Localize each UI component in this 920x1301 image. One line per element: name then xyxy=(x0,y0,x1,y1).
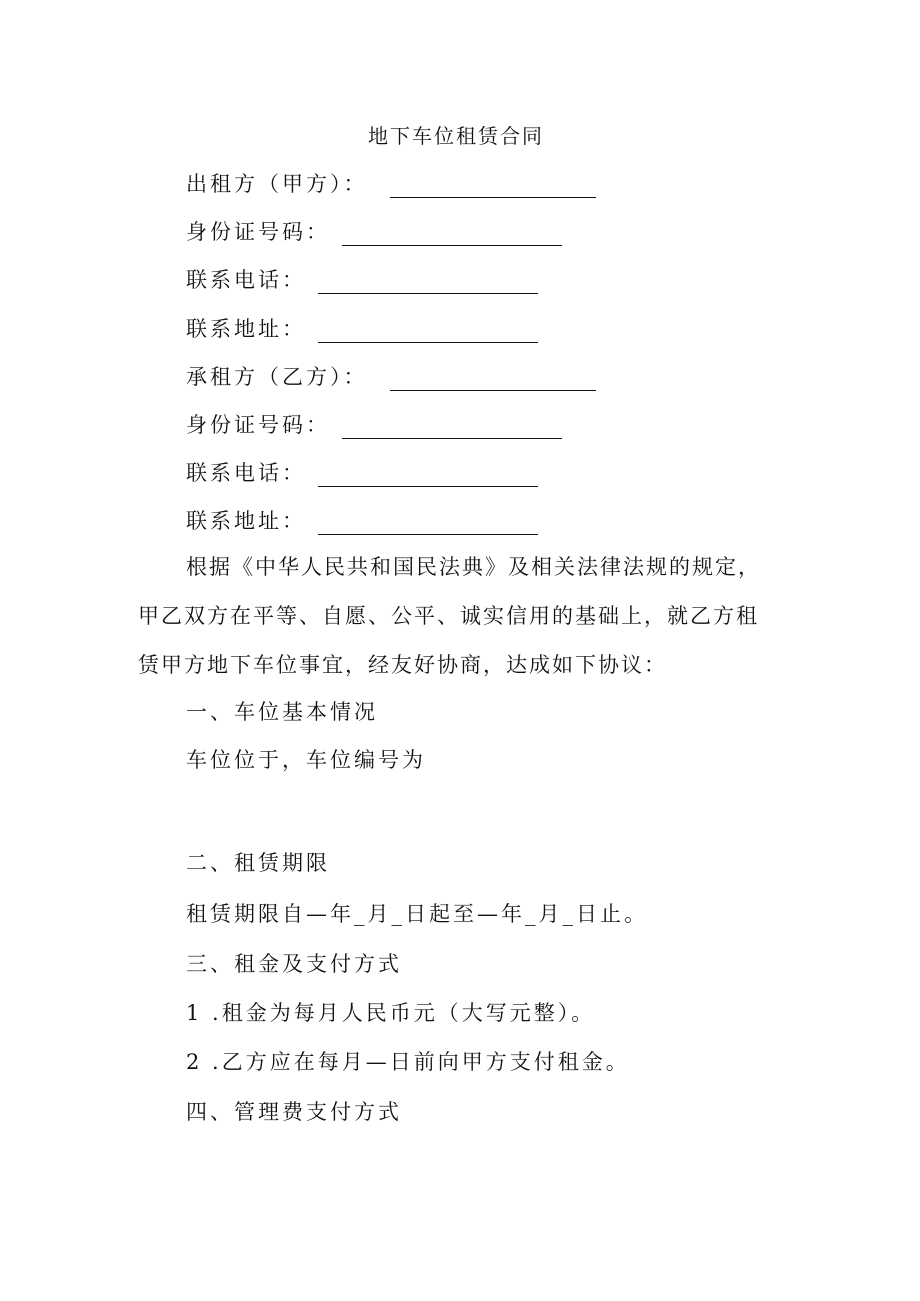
lessor-name-blank[interactable] xyxy=(390,175,596,198)
lessee-address-row xyxy=(186,507,538,535)
lessee-phone-blank[interactable] xyxy=(318,464,538,487)
lessee-id-row xyxy=(186,411,562,439)
section-3-item-1: 1 .租金为每月人民币元（大写元整）。 xyxy=(186,1001,596,1025)
lessor-phone-label: 联系电话： xyxy=(186,268,306,292)
lessee-id-blank[interactable] xyxy=(342,416,562,439)
lessor-id-label: 身份证号码： xyxy=(186,220,330,244)
preamble-paragraph: 根据《中华人民共和国民法典》及相关法律法规的规定，甲乙双方在平等、自愿、公平、诚实信用的基础上，就乙方租赁甲方地下车位事宜，经友好协商，达成如下协议： xyxy=(138,555,761,677)
lessor-name-row xyxy=(186,170,596,198)
lessor-id-blank[interactable] xyxy=(342,223,562,246)
section-3-item-2: 2 .乙方应在每月—日前向甲方支付租金。 xyxy=(186,1050,630,1074)
lessor-address-label: 联系地址： xyxy=(186,317,306,341)
lessee-phone-label: 联系电话： xyxy=(186,461,306,485)
lessee-phone-row xyxy=(186,459,538,487)
lessor-phone-blank[interactable] xyxy=(318,271,538,294)
lessor-phone-row xyxy=(186,266,538,294)
lessor-id-row xyxy=(186,218,562,246)
document-title: 地下车位租赁合同 xyxy=(368,124,544,148)
lessee-id-label: 身份证号码： xyxy=(186,413,330,437)
lessor-address-blank[interactable] xyxy=(318,320,538,343)
lessee-address-blank[interactable] xyxy=(318,512,538,535)
lessor-address-row xyxy=(186,315,538,343)
section-1-text: 车位位于，车位编号为 xyxy=(186,748,426,772)
lessee-name-row xyxy=(186,363,596,391)
lessee-name-label: 承租方（乙方）： xyxy=(186,365,368,389)
lessee-address-label: 联系地址： xyxy=(186,509,306,533)
section-2-text: 租赁期限自—年_月_日起至—年_月_日止。 xyxy=(186,902,648,926)
section-2-heading: 二、租赁期限 xyxy=(186,851,330,875)
section-4-heading: 四、管理费支付方式 xyxy=(186,1100,402,1124)
section-1-heading: 一、车位基本情况 xyxy=(186,700,378,724)
lessee-name-blank[interactable] xyxy=(390,368,596,391)
lessor-name-label: 出租方（甲方）： xyxy=(186,172,368,196)
section-3-heading: 三、租金及支付方式 xyxy=(186,952,402,976)
